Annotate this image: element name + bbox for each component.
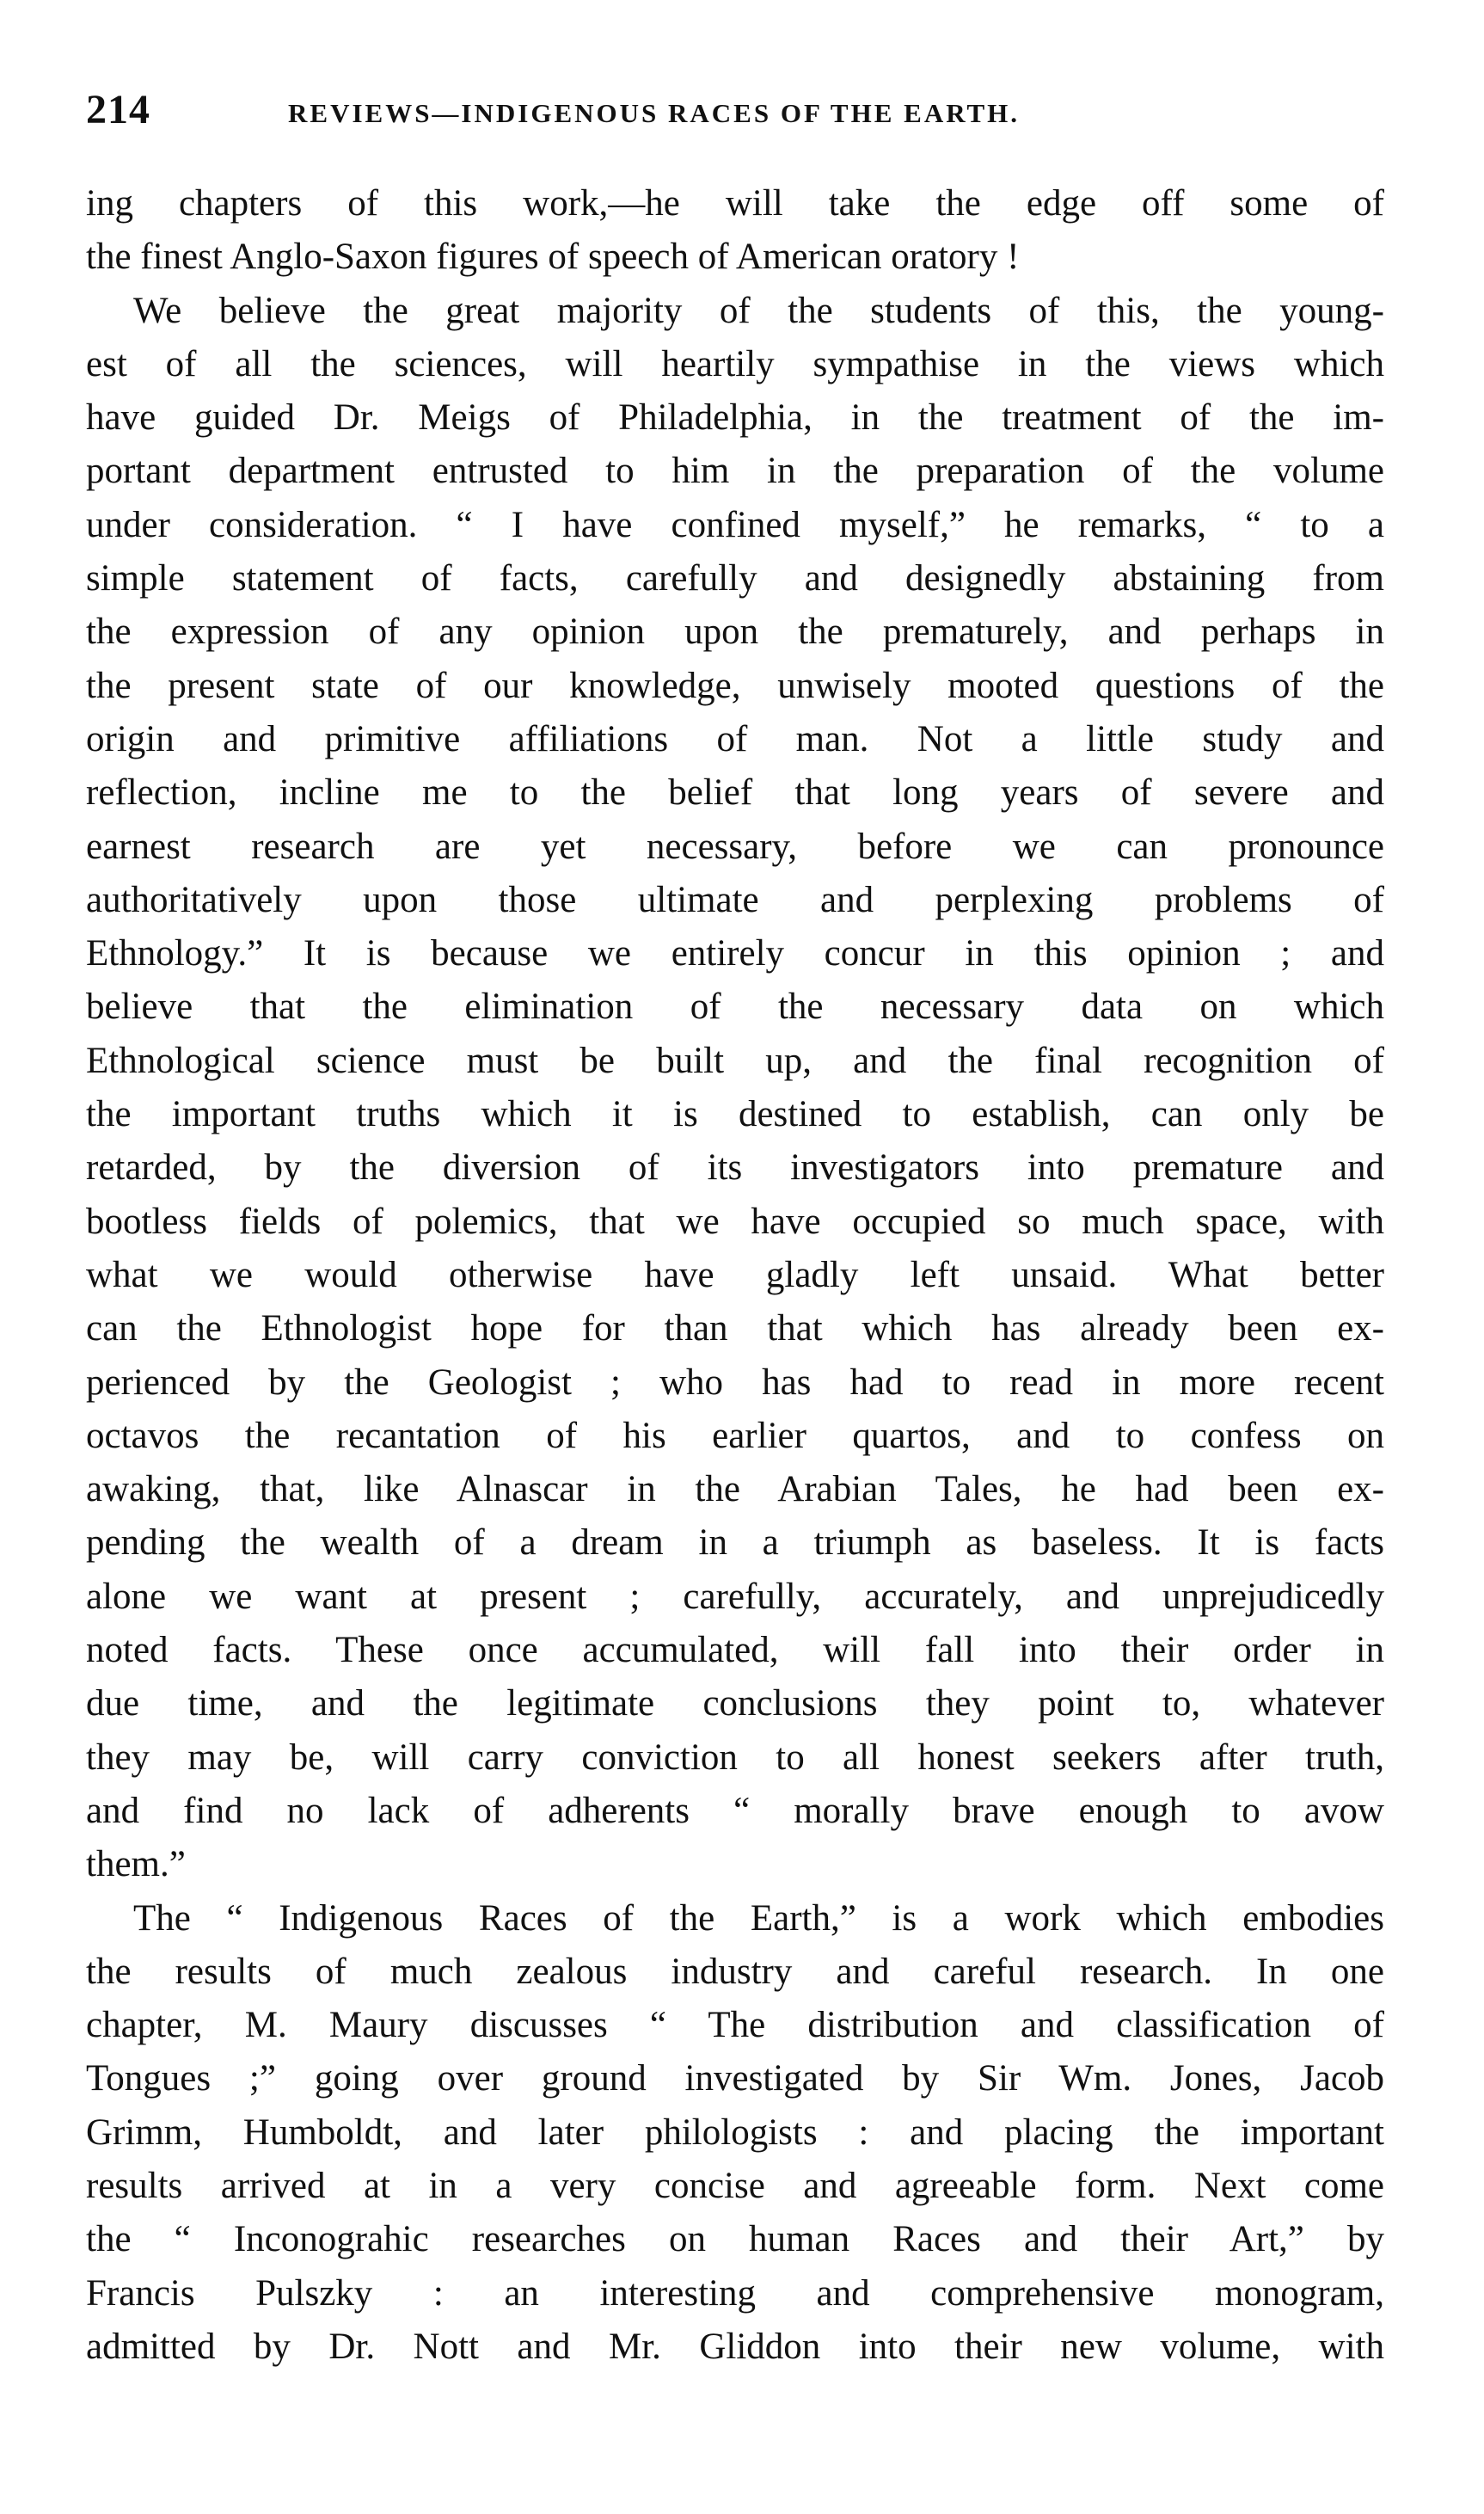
- text-line: the present state of our knowledge, unwisely mooted questions of the: [86, 665, 1384, 706]
- text-line: alone we want at present ; carefully, accurately, and unprejudicedly: [86, 1576, 1384, 1617]
- text-line: they may be, will carry conviction to all honest seekers after truth,: [86, 1736, 1384, 1778]
- body-text: [86, 177, 1384, 2374]
- text-line: Grimm, Humboldt, and later philologists : and placing the important: [86, 2111, 1384, 2153]
- text-line: the finest Anglo-Saxon figures of speech of American oratory !: [86, 237, 1020, 278]
- text-line: Ethnology.” It is because we entirely concur in this opinion ; and: [86, 933, 1384, 974]
- text-line: them.”: [86, 1844, 186, 1885]
- text-line: earnest research are yet necessary, before we can pronounce: [86, 826, 1384, 867]
- text-line: due time, and the legitimate conclusions they point to, whatever: [86, 1683, 1384, 1724]
- text-line: chapter, M. Maury discusses “ The distribution and classification of: [86, 2005, 1384, 2046]
- text-line: and find no lack of adherents “ morally brave enough to avow: [86, 1790, 1384, 1831]
- text-line: the “ Inconograhic researches on human Races and their Art,” by: [86, 2219, 1384, 2260]
- text-line: reflection, incline me to the belief that long years of severe and: [86, 772, 1384, 814]
- text-line: awaking, that, like Alnascar in the Arabian Tales, he had been ex-: [86, 1469, 1384, 1510]
- text-line: believe that the elimination of the necessary data on which: [86, 987, 1384, 1028]
- text-line: have guided Dr. Meigs of Philadelphia, in the treatment of the im-: [86, 397, 1384, 439]
- text-line: pending the wealth of a dream in a triumph as baseless. It is facts: [86, 1522, 1384, 1564]
- text-line: authoritatively upon those ultimate and perplexing problems of: [86, 879, 1384, 920]
- text-line: Ethnological science must be built up, and the final recognition of: [86, 1040, 1384, 1081]
- text-line: noted facts. These once accumulated, will fall into their order in: [86, 1630, 1384, 1671]
- text-line: simple statement of facts, carefully and designedly abstaining from: [86, 558, 1384, 599]
- text-line: ing chapters of this work,—he will take the edge off some of: [86, 183, 1384, 224]
- text-line: origin and primitive affiliations of man. Not a little study and: [86, 718, 1384, 759]
- text-line: The “ Indigenous Races of the Earth,” is a work which embodies: [133, 1897, 1384, 1939]
- text-line: admitted by Dr. Nott and Mr. Gliddon into their new volume, with: [86, 2326, 1384, 2367]
- text-line: the important truths which it is destined to establish, can only be: [86, 1094, 1384, 1135]
- text-line: octavos the recantation of his earlier quartos, and to confess on: [86, 1415, 1384, 1456]
- text-line: perienced by the Geologist ; who has had to read in more recent: [86, 1361, 1384, 1403]
- text-line: est of all the sciences, will heartily sympathise in the views which: [86, 343, 1384, 384]
- text-line: results arrived at in a very concise and agreeable form. Next come: [86, 2165, 1384, 2206]
- text-line: retarded, by the diversion of its investigators into premature and: [86, 1147, 1384, 1189]
- text-line: bootless fields of polemics, that we have occupied so much space, with: [86, 1201, 1384, 1242]
- text-line: can the Ethnologist hope for than that which has already been ex-: [86, 1308, 1384, 1349]
- text-line: Francis Pulszky : an interesting and comprehensive monogram,: [86, 2272, 1384, 2314]
- text-line: what we would otherwise have gladly left unsaid. What better: [86, 1254, 1384, 1295]
- text-line: the results of much zealous industry and careful research. In one: [86, 1951, 1384, 1992]
- text-line: We believe the great majority of the students of this, the young-: [133, 290, 1384, 331]
- text-line: portant department entrusted to him in the preparation of the volume: [86, 451, 1384, 492]
- page-header: [86, 86, 1401, 146]
- running-head: REVIEWS—INDIGENOUS RACES OF THE EARTH.: [288, 98, 1021, 128]
- page-number: 214: [86, 87, 150, 132]
- text-line: Tongues ;” going over ground investigated by Sir Wm. Jones, Jacob: [86, 2058, 1384, 2099]
- text-line: the expression of any opinion upon the prematurely, and perhaps in: [86, 612, 1384, 653]
- text-line: under consideration. “ I have confined myself,” he remarks, “ to a: [86, 504, 1384, 545]
